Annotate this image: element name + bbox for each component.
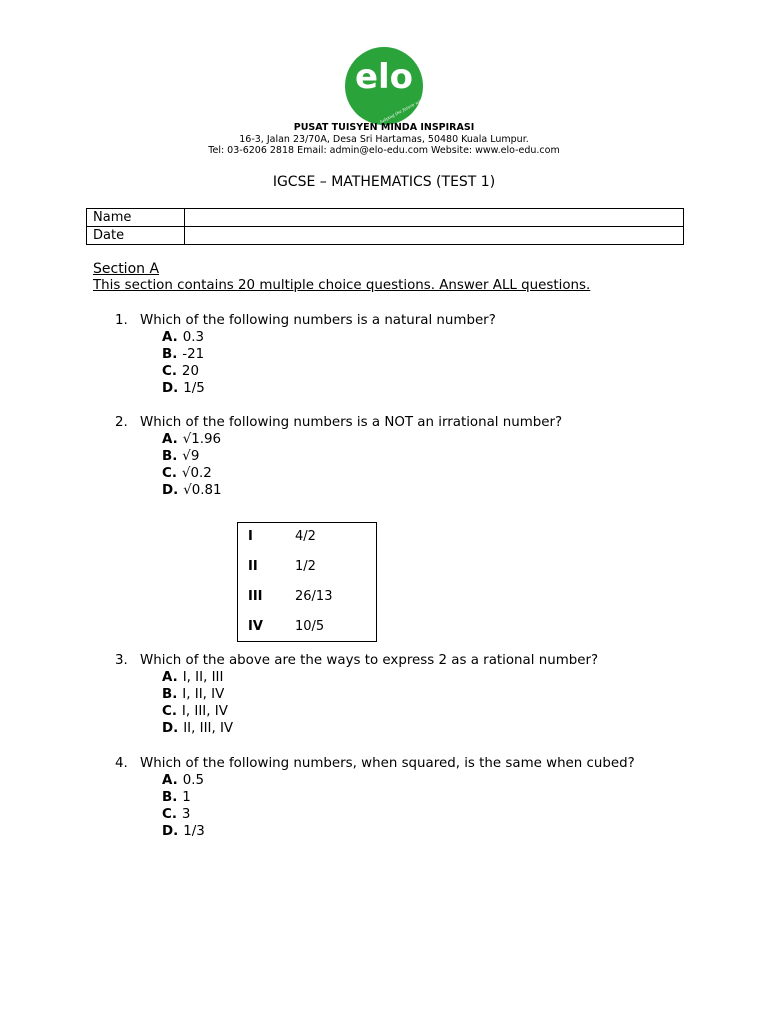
option-a: A. 0.5 (162, 773, 204, 788)
elo-logo (344, 46, 433, 126)
section-title: Section A (93, 261, 160, 277)
option-c: C. √0.2 (162, 466, 212, 481)
question-4 (115, 755, 675, 840)
logo-tagline: helping the future with you (378, 92, 433, 125)
option-c: C. I, III, IV (162, 704, 228, 719)
table-row: II 1/2 (248, 559, 316, 574)
section-instruction: This section contains 20 multiple choice questions. Answer ALL questions. (93, 278, 591, 293)
question-text: Which of the following numbers is a natural number? (140, 313, 496, 328)
rational-forms-table (237, 522, 377, 642)
date-label: Date (87, 227, 185, 245)
question-number: 4. (115, 756, 128, 771)
question-3 (115, 652, 675, 737)
name-label: Name (87, 209, 185, 227)
date-field[interactable] (185, 227, 684, 245)
option-d: D. II, III, IV (162, 721, 234, 736)
test-title: IGCSE – MATHEMATICS (TEST 1) (272, 174, 496, 190)
option-b: B. √9 (162, 449, 200, 464)
option-a: A. √1.96 (162, 432, 222, 447)
table-row: I 4/2 (248, 529, 316, 544)
option-b: B. -21 (162, 347, 205, 362)
question-number: 2. (115, 415, 128, 430)
question-text: Which of the following numbers is a NOT an irrational number? (140, 415, 563, 430)
logo-text: elo (354, 57, 414, 97)
option-c: C. 3 (162, 807, 191, 822)
name-field[interactable] (185, 209, 684, 227)
option-d: D. √0.81 (162, 483, 222, 498)
option-c: C. 20 (162, 364, 199, 379)
option-b: B. I, II, IV (162, 687, 225, 702)
option-a: A. 0.3 (162, 330, 204, 345)
org-contact: Tel: 03-6206 2818 Email: admin@elo-edu.com Website: www.elo-edu.com (208, 145, 560, 156)
table-row: IV 10/5 (248, 619, 325, 634)
question-number: 3. (115, 653, 128, 668)
table-row: III 26/13 (248, 589, 333, 604)
option-a: A. I, II, III (162, 670, 224, 685)
student-info-table (86, 208, 684, 245)
question-2 (115, 414, 675, 499)
question-text: Which of the following numbers, when squared, is the same when cubed? (140, 756, 635, 771)
question-text: Which of the above are the ways to express 2 as a rational number? (140, 653, 599, 668)
option-b: B. 1 (162, 790, 191, 805)
question-1 (115, 312, 675, 397)
org-name: PUSAT TUISYEN MINDA INSPIRASI (293, 122, 475, 133)
option-d: D. 1/3 (162, 824, 205, 839)
question-number: 1. (115, 313, 128, 328)
org-address: 16-3, Jalan 23/70A, Desa Sri Hartamas, 50480 Kuala Lumpur. (239, 134, 529, 145)
option-d: D. 1/5 (162, 381, 205, 396)
